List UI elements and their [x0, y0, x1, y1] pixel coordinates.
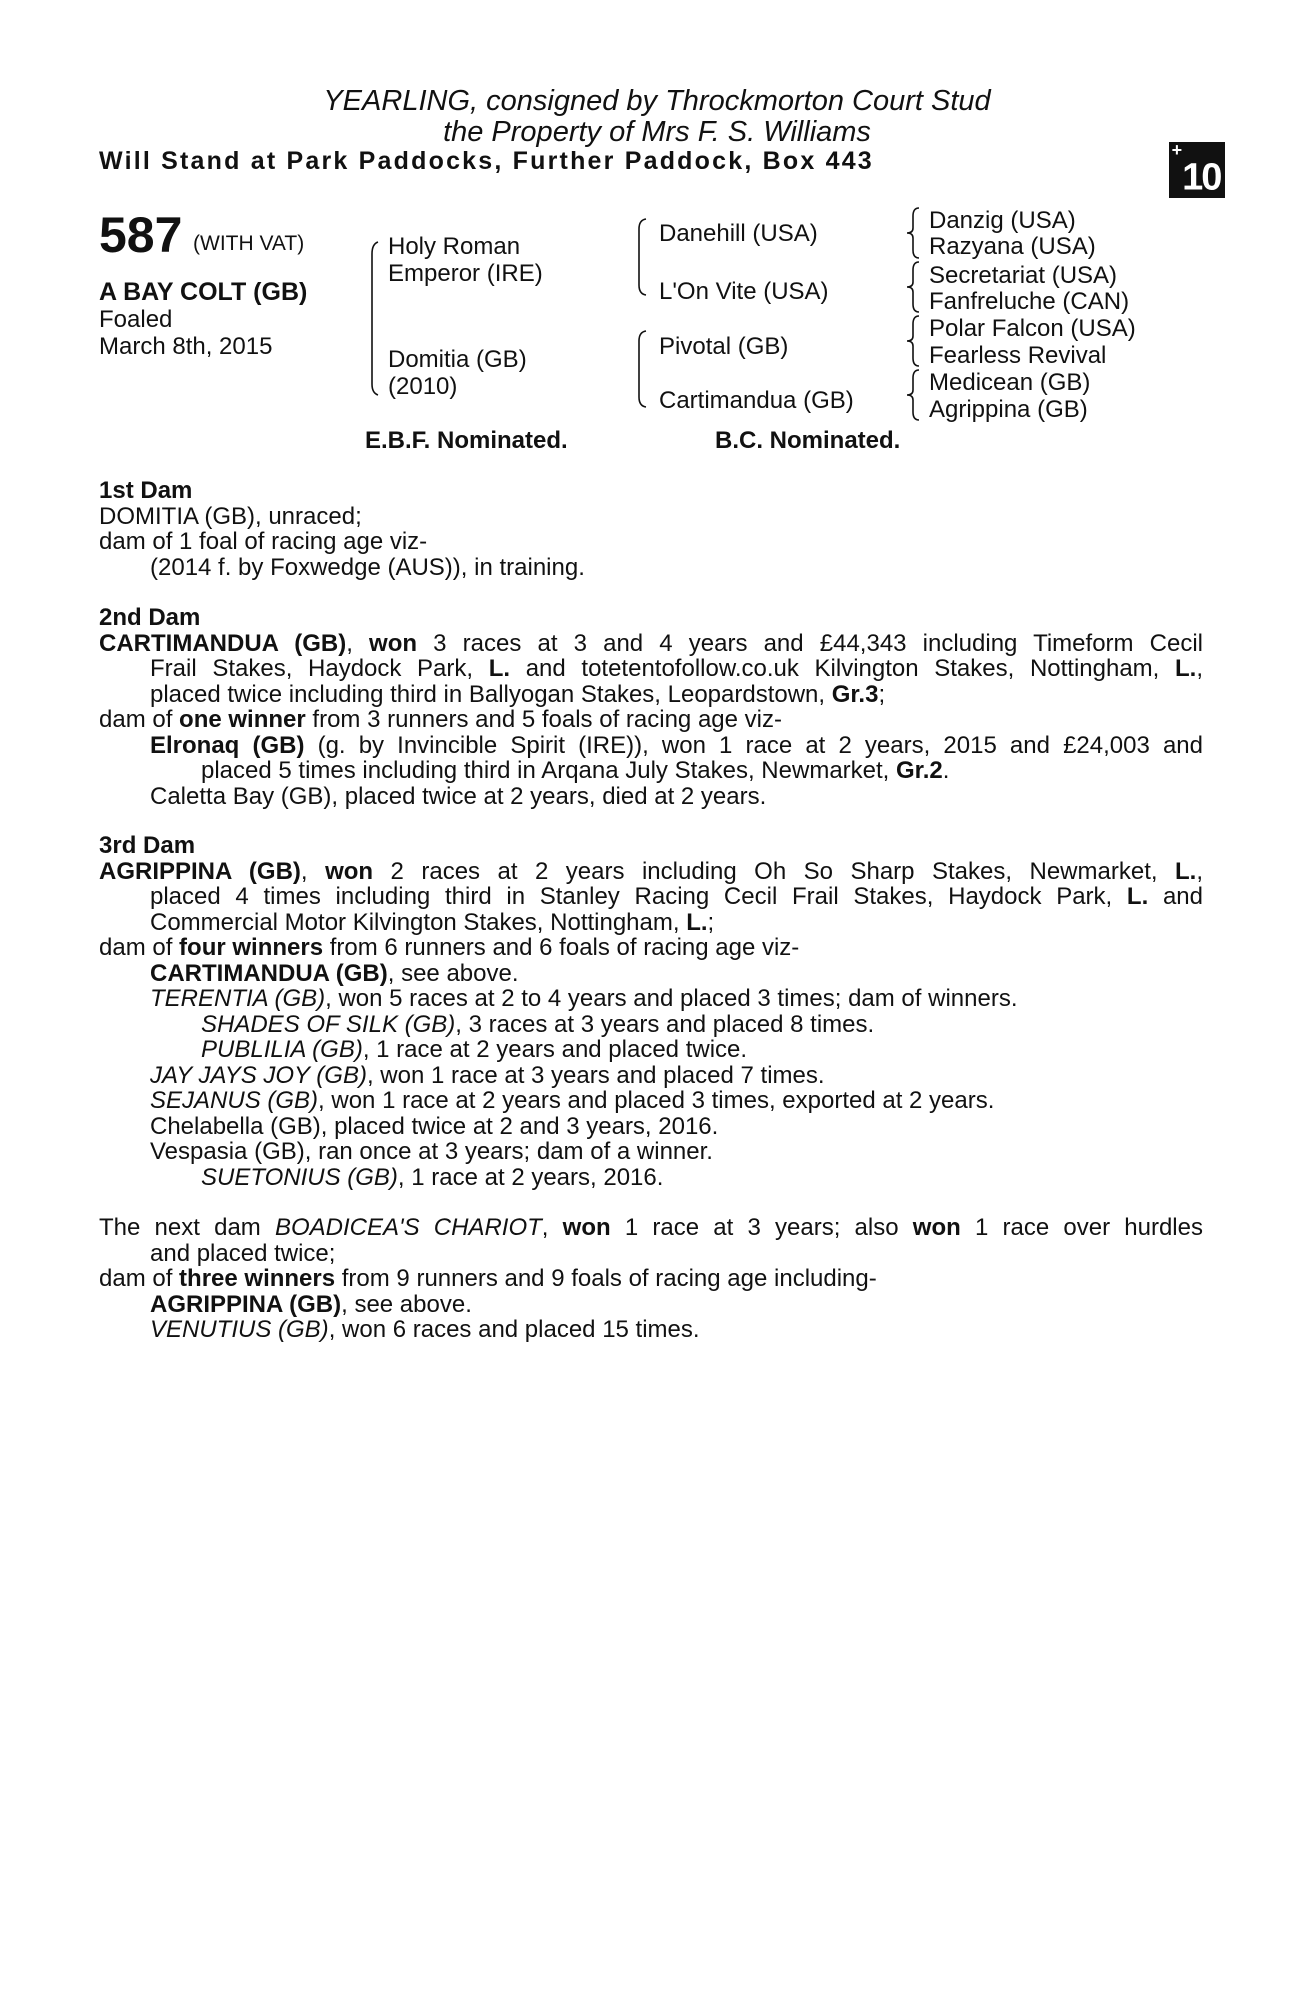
- second-dam-section: [99, 605, 1203, 809]
- next-dam-line: and placed twice;: [150, 1239, 336, 1267]
- ebf-nominated: E.B.F. Nominated.: [365, 427, 568, 454]
- second-dam-line: CARTIMANDUA (GB), won 3 races at 3 and 4 years and £44,343 including Timeform Cecil: [99, 629, 1204, 657]
- badge-plus: +: [1171, 140, 1181, 160]
- stand-location: Will Stand at Park Paddocks, Further Paddock, Box 443: [99, 147, 874, 175]
- dam-sire: Pivotal (GB): [659, 333, 789, 360]
- pedigree-bracket-5: [905, 260, 921, 314]
- ped-dss: Polar Falcon (USA): [929, 315, 1136, 342]
- next-dam-line: dam of three winners from 9 runners and 9 foals of racing age including-: [99, 1265, 877, 1292]
- third-dam-line: JAY JAYS JOY (GB), won 1 race at 3 years and placed 7 times.: [150, 1061, 825, 1089]
- lot-badge: [1169, 142, 1225, 198]
- first-dam-line: DOMITIA (GB), unraced;: [99, 502, 362, 530]
- second-dam-line: Caletta Bay (GB), placed twice at 2 years, died at 2 years.: [150, 782, 767, 810]
- foaled-date: March 8th, 2015: [99, 333, 273, 360]
- first-dam-section: [99, 478, 585, 580]
- lot-number: 587: [99, 207, 183, 263]
- first-dam-title: 1st Dam: [99, 477, 193, 504]
- ped-ddd: Agrippina (GB): [929, 396, 1088, 423]
- second-dam-line: Elronaq (GB) (g. by Invincible Spirit (IRE)), won 1 race at 2 years, 2015 and £24,003 and: [150, 731, 1203, 759]
- first-dam-line: dam of 1 foal of racing age viz-: [99, 528, 428, 555]
- third-dam-line: SHADES OF SILK (GB), 3 races at 3 years and placed 8 times.: [201, 1010, 875, 1038]
- sire-dam: L'On Vite (USA): [659, 278, 829, 305]
- bc-nominated: B.C. Nominated.: [715, 427, 901, 454]
- sire-line1: Holy Roman: [388, 233, 521, 260]
- vat-label: (WITH VAT): [193, 232, 305, 255]
- sire-sire: Danehill (USA): [659, 220, 818, 247]
- third-dam-line: CARTIMANDUA (GB), see above.: [150, 959, 519, 987]
- second-dam-line: placed 5 times including third in Arqana July Stakes, Newmarket, Gr.2.: [201, 757, 950, 784]
- next-dam-line: The next dam BOADICEA'S CHARIOT, won 1 race at 3 years; also won 1 race over hurdles: [99, 1214, 1203, 1241]
- third-dam-line: Chelabella (GB), placed twice at 2 and 3 years, 2016.: [150, 1112, 719, 1140]
- ped-dsd: Fearless Revival: [929, 342, 1107, 369]
- ped-ssd: Razyana (USA): [929, 233, 1096, 260]
- third-dam-line: AGRIPPINA (GB), won 2 races at 2 years including Oh So Sharp Stakes, Newmarket, L.,: [99, 857, 1203, 885]
- header-line2: the Property of Mrs F. S. Williams: [443, 116, 871, 148]
- foaled-label: Foaled: [99, 306, 173, 333]
- pedigree-bracket-6: [905, 314, 921, 368]
- second-dam-line: placed twice including third in Ballyogan Stakes, Leopardstown, Gr.3;: [150, 680, 886, 708]
- third-dam-line: Commercial Motor Kilvington Stakes, Nottingham, L.;: [150, 908, 715, 936]
- third-dam-line: dam of four winners from 6 runners and 6 foals of racing age viz-: [99, 934, 800, 961]
- second-dam-line: dam of one winner from 3 runners and 5 foals of racing age viz-: [99, 706, 782, 733]
- lot-name: A BAY COLT (GB): [99, 278, 308, 306]
- next-dam-line: AGRIPPINA (GB), see above.: [150, 1290, 472, 1318]
- badge-number: 10: [1182, 156, 1221, 199]
- first-dam-line: (2014 f. by Foxwedge (AUS)), in training.: [150, 553, 585, 581]
- third-dam-line: PUBLILIA (GB), 1 race at 2 years and placed twice.: [201, 1036, 748, 1063]
- third-dam-line: SEJANUS (GB), won 1 race at 2 years and placed 3 times, exported at 2 years.: [150, 1087, 995, 1114]
- header-line1: YEARLING, consigned by Throckmorton Court Stud: [323, 85, 991, 117]
- third-dam-line: Vespasia (GB), ran once at 3 years; dam of a winner.: [150, 1138, 713, 1165]
- ped-dds: Medicean (GB): [929, 369, 1091, 396]
- third-dam-title: 3rd Dam: [99, 832, 196, 859]
- third-dam-section: [99, 833, 1203, 1190]
- third-dam-line: SUETONIUS (GB), 1 race at 2 years, 2016.: [201, 1163, 664, 1191]
- pedigree-bracket-4: [905, 206, 921, 260]
- ped-sdd: Fanfreluche (CAN): [929, 288, 1130, 315]
- pedigree-bracket-3: [634, 329, 648, 409]
- dam-line2: (2010): [388, 373, 458, 400]
- second-dam-line: Frail Stakes, Haydock Park, L. and totetentofollow.co.uk Kilvington Stakes, Nottingham, L.,: [150, 655, 1203, 682]
- sire-line2: Emperor (IRE): [388, 260, 543, 287]
- pedigree-bracket-2: [634, 217, 648, 297]
- ped-sss: Danzig (USA): [929, 207, 1076, 234]
- second-dam-title: 2nd Dam: [99, 604, 201, 631]
- pedigree-bracket-1: [366, 240, 380, 396]
- next-dam-section: [99, 1215, 1203, 1343]
- third-dam-line: TERENTIA (GB), won 5 races at 2 to 4 years and placed 3 times; dam of winners.: [150, 985, 1018, 1012]
- third-dam-line: placed 4 times including third in Stanley Racing Cecil Frail Stakes, Haydock Park, L. and: [150, 883, 1204, 910]
- next-dam-line: VENUTIUS (GB), won 6 races and placed 15 times.: [150, 1316, 700, 1343]
- dam-line1: Domitia (GB): [388, 346, 527, 373]
- dam-dam: Cartimandua (GB): [659, 387, 854, 414]
- pedigree-bracket-7: [905, 368, 921, 422]
- ped-sds: Secretariat (USA): [929, 262, 1118, 289]
